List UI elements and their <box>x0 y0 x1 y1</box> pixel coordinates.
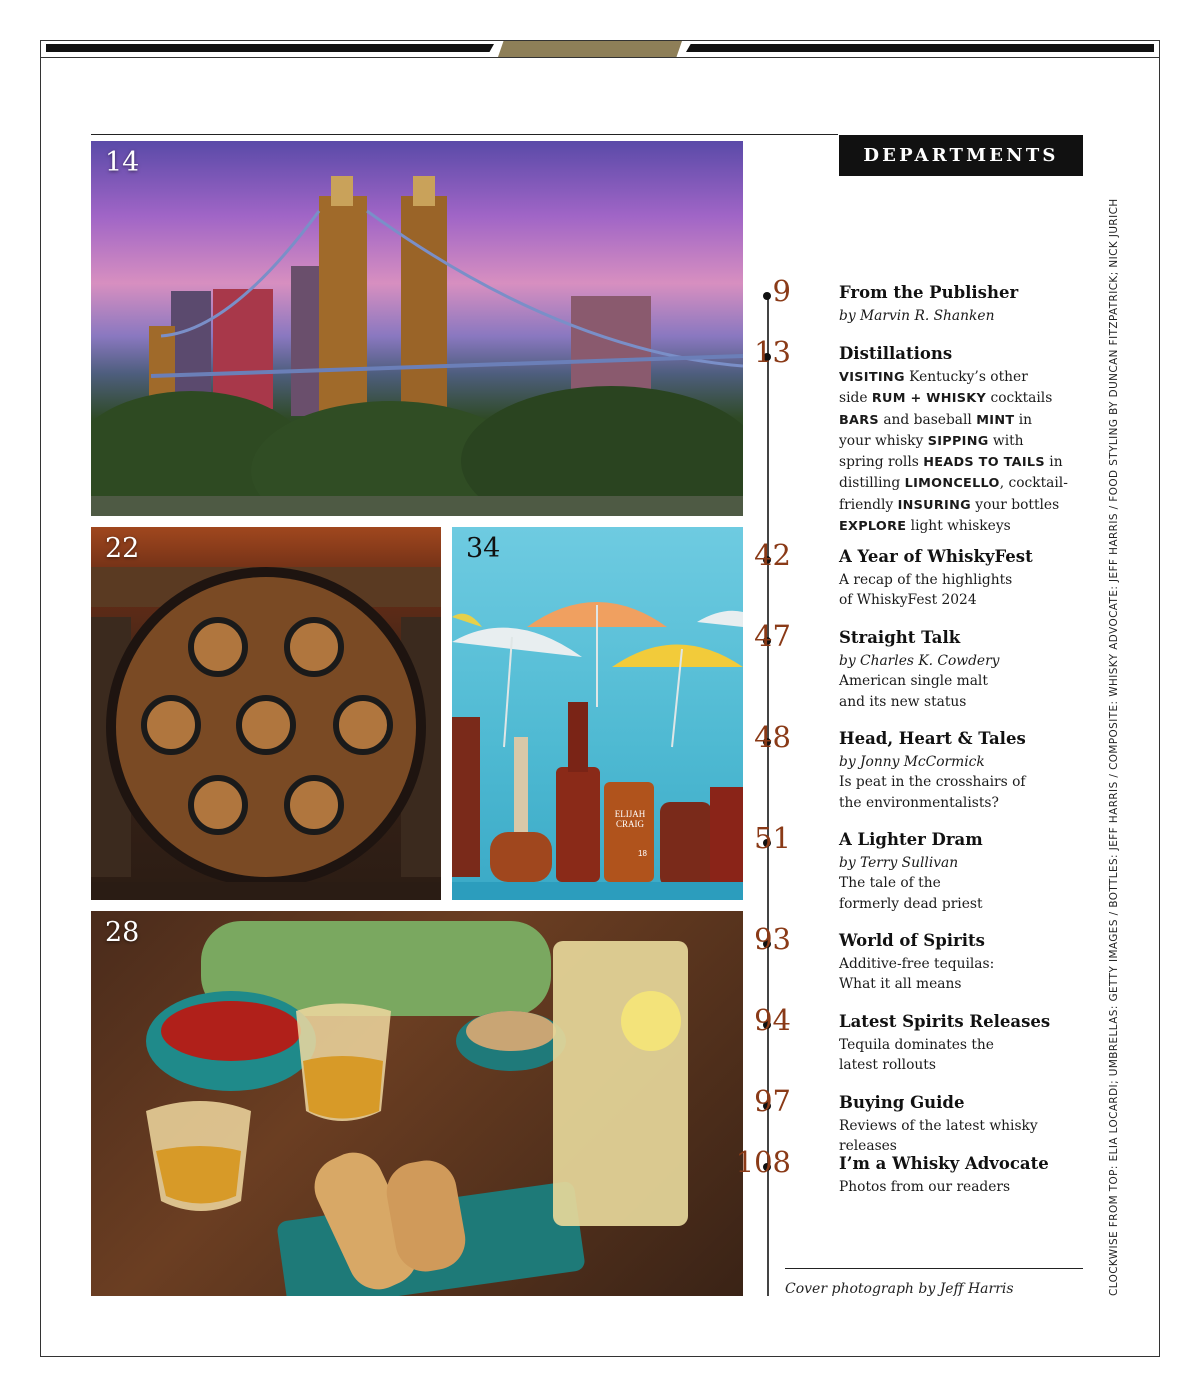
toc-title[interactable]: From the Publisher <box>839 283 1019 302</box>
text: of WhiskyFest 2024 <box>839 592 977 609</box>
photo-barrel[interactable] <box>91 527 441 900</box>
toc-title[interactable]: Head, Heart & Tales <box>839 729 1026 748</box>
toc-description <box>839 570 1079 611</box>
photo-food-drinks[interactable] <box>91 911 743 1296</box>
food-illustration <box>91 911 743 1296</box>
keyword: HEADS TO TAILS <box>923 455 1045 471</box>
top-bar-right <box>686 44 1154 52</box>
footer-rule <box>785 1268 1083 1269</box>
text: distilling <box>839 475 905 492</box>
text: formerly dead priest <box>839 895 983 912</box>
text: in <box>1044 454 1063 471</box>
toc-page-number: 9 <box>772 274 791 308</box>
photo-page-number: 28 <box>105 917 140 948</box>
toc-page-number: 97 <box>754 1084 791 1118</box>
photo-page-number: 14 <box>105 147 140 178</box>
toc-title[interactable]: Buying Guide <box>839 1093 965 1112</box>
text: side <box>839 390 872 407</box>
keyword: RUM + WHISKY <box>871 391 987 407</box>
toc-page-number: 94 <box>754 1003 791 1037</box>
barrel-illustration <box>91 527 441 900</box>
text: American single malt <box>839 673 988 690</box>
keyword: VISITING <box>839 370 905 385</box>
text: Kentucky’s other <box>904 369 1028 385</box>
text: , cocktail- <box>999 475 1068 492</box>
photo-umbrellas-bottles[interactable] <box>452 527 743 900</box>
photo-bridge[interactable] <box>91 141 743 516</box>
toc-title[interactable]: A Lighter Dram <box>839 830 983 849</box>
toc-page-number: 13 <box>754 335 791 369</box>
photo-page-number: 34 <box>466 533 501 564</box>
toc-description <box>839 1177 1079 1197</box>
text: your whisky <box>839 432 928 449</box>
toc-title[interactable]: A Year of WhiskyFest <box>839 547 1033 566</box>
toc-page-number: 51 <box>754 821 791 855</box>
toc-byline: by Terry Sullivan <box>839 855 959 871</box>
keyword: INSURING <box>897 497 971 513</box>
toc-title[interactable]: Straight Talk <box>839 628 961 647</box>
header-rule <box>91 134 838 135</box>
toc-byline: by Charles K. Cowdery <box>839 653 1000 669</box>
text: The tale of the <box>839 875 941 892</box>
text: Reviews of the latest whisky releases <box>839 1118 1038 1155</box>
toc-description <box>839 752 1079 813</box>
toc-title[interactable]: Latest Spirits Releases <box>839 1012 1051 1031</box>
toc-description <box>839 1116 1099 1157</box>
toc-page-number: 108 <box>735 1145 791 1179</box>
text: What it all means <box>839 976 962 993</box>
bottle-label: ELIJAH CRAIG <box>614 809 646 829</box>
photo-credits-vertical: CLOCKWISE FROM TOP: ELIA LOCARDI; UMBRELLAS: GETTY IMAGES / BOTTLES: JEFF HARRIS / COMPOSITE: WHISKY ADVOCATE: JEFF HARRIS / FOOD STYLING BY DUNCAN FITZPATRICK; NICK JURICH <box>1108 198 1120 1296</box>
toc-description <box>839 954 1079 995</box>
cover-credit: Cover photograph by Jeff Harris <box>785 1281 1014 1297</box>
text: the environmentalists? <box>839 794 999 811</box>
keyword: MINT <box>976 412 1015 428</box>
keyword: EXPLORE <box>839 519 907 535</box>
text: your bottles <box>970 496 1060 513</box>
toc-description <box>839 1035 1079 1076</box>
keyword: BARS <box>839 412 879 428</box>
umbrellas-illustration <box>452 527 743 900</box>
toc-title[interactable]: World of Spirits <box>839 931 985 950</box>
text: spring rolls <box>839 454 924 471</box>
toc-byline: by Jonny McCormick <box>839 754 985 770</box>
bottle-label-age: 18 <box>638 849 647 858</box>
top-bar-gold-accent <box>498 41 682 57</box>
toc-description <box>839 853 1079 914</box>
text: and its new status <box>839 693 967 710</box>
text: Is peat in the crosshairs of <box>839 774 1026 791</box>
top-bar-rule <box>41 57 1159 58</box>
text: Photos from our readers <box>839 1179 1011 1195</box>
toc-title[interactable]: Distillations <box>839 344 953 363</box>
text: cocktails <box>986 390 1053 407</box>
text: Additive-free tequilas: <box>839 956 995 972</box>
text: in <box>1014 411 1033 428</box>
toc-byline: by Marvin R. Shanken <box>839 308 995 324</box>
toc-page-number: 42 <box>754 538 791 572</box>
toc-page-number: 47 <box>754 619 791 653</box>
toc-title[interactable]: I’m a Whisky Advocate <box>839 1154 1049 1173</box>
text: friendly <box>839 496 898 513</box>
toc-description <box>839 651 1079 712</box>
text: Tequila dominates the <box>839 1037 994 1053</box>
bridge-illustration <box>91 141 743 516</box>
text: A recap of the highlights <box>839 572 1013 588</box>
top-bar-left <box>46 44 494 52</box>
text: latest rollouts <box>839 1057 936 1074</box>
timeline-dot <box>763 292 771 300</box>
toc-page-number: 93 <box>754 922 791 956</box>
toc-description <box>839 306 1079 326</box>
photo-page-number: 22 <box>105 533 140 564</box>
toc-page-number: 48 <box>754 720 791 754</box>
text: and baseball <box>878 411 977 428</box>
text: light whiskeys <box>906 518 1011 535</box>
keyword: SIPPING <box>927 433 989 449</box>
section-label: DEPARTMENTS <box>839 135 1083 176</box>
keyword: LIMONCELLO <box>904 476 1000 492</box>
toc-description <box>839 367 1079 537</box>
text: with <box>988 432 1024 449</box>
